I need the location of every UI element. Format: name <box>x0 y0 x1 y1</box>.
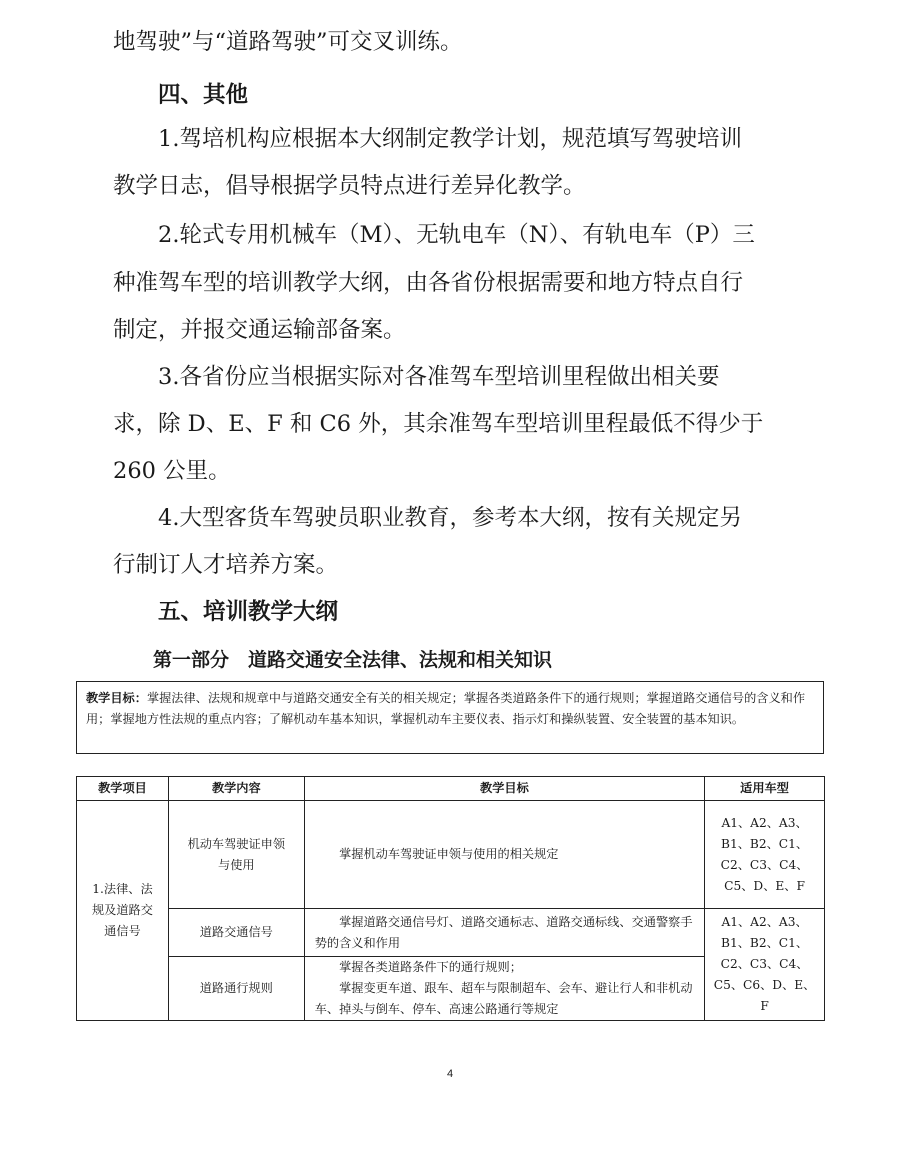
paragraph-line: 种准驾车型的培训教学大纲，由各省份根据需要和地方特点自行 <box>113 270 744 296</box>
table-row <box>77 801 825 909</box>
vehicle-types-cell: A1、A2、A3、B1、B2、C1、C2、C3、C4、C5、C6、D、E、F <box>705 909 825 1021</box>
teaching-goal-line: 掌握变更车道、跟车、超车与限制超车、会车、避让行人和非机动车、掉头与倒车、停车、高速公路通行等规定 <box>314 981 693 1016</box>
paragraph-line: 2.轮式专用机械车（M）、无轨电车（N）、有轨电车（P）三 <box>158 222 755 248</box>
paragraph-line: 教学日志，倡导根据学员特点进行差异化教学。 <box>113 173 586 199</box>
paragraph-line: 求，除 D、E、F 和 C6 外，其余准驾车型培训里程最低不得少于 <box>113 411 764 437</box>
page-number: 4 <box>446 1068 454 1080</box>
teaching-goal-cell: 掌握道路交通信号灯、道路交通标志、道路交通标线、交通警察手势的含义和作用 <box>304 909 704 957</box>
header-teaching-item: 教学项目 <box>77 777 169 801</box>
paragraph-line: 260 公里。 <box>113 458 231 484</box>
paragraph-line: 地驾驶”与“道路驾驶”可交叉训练。 <box>113 29 463 55</box>
part-title: 第一部分 道路交通安全法律、法规和相关知识 <box>153 649 553 671</box>
teaching-goals-label: 教学目标： <box>86 691 147 705</box>
table-header-row <box>77 777 825 801</box>
teaching-goal-cell: 掌握机动车驾驶证申领与使用的相关规定 <box>304 801 704 909</box>
paragraph-line: 行制订人才培养方案。 <box>113 552 339 578</box>
section-heading-other: 四、其他 <box>158 82 249 108</box>
teaching-goal-cell <box>304 957 704 1021</box>
teaching-content-cell: 机动车驾驶证申领与使用 <box>168 801 304 909</box>
section-heading-syllabus: 五、培训教学大纲 <box>158 599 339 625</box>
header-teaching-content: 教学内容 <box>168 777 304 801</box>
table-row <box>77 909 825 957</box>
vehicle-types-cell: A1、A2、A3、B1、B2、C1、C2、C3、C4、C5、D、E、F <box>705 801 825 909</box>
paragraph-line: 4.大型客货车驾驶员职业教育，参考本大纲，按有关规定另 <box>158 505 742 531</box>
syllabus-table <box>76 776 825 1021</box>
teaching-content-cell: 道路通行规则 <box>168 957 304 1021</box>
header-teaching-goal: 教学目标 <box>304 777 704 801</box>
teaching-item-cell: 1.法律、法规及道路交通信号 <box>77 801 169 1021</box>
teaching-goals-box <box>76 681 824 754</box>
header-vehicle-types: 适用车型 <box>705 777 825 801</box>
paragraph-line: 1.驾培机构应根据本大纲制定教学计划，规范填写驾驶培训 <box>158 126 742 152</box>
paragraph-line: 3.各省份应当根据实际对各准驾车型培训里程做出相关要 <box>158 364 720 390</box>
teaching-goals-text: 掌握法律、法规和规章中与道路交通安全有关的相关规定；掌握各类道路条件下的通行规则；掌握道路交通信号的含义和作用；掌握地方性法规的重点内容；了解机动车基本知识，掌握机动车主要仪表、指示灯和操纵装置、安全装置的基本知识。 <box>86 691 806 726</box>
paragraph-line: 制定，并报交通运输部备案。 <box>113 317 406 343</box>
teaching-goal-line: 掌握各类道路条件下的通行规则； <box>339 960 522 974</box>
teaching-content-cell: 道路交通信号 <box>168 909 304 957</box>
